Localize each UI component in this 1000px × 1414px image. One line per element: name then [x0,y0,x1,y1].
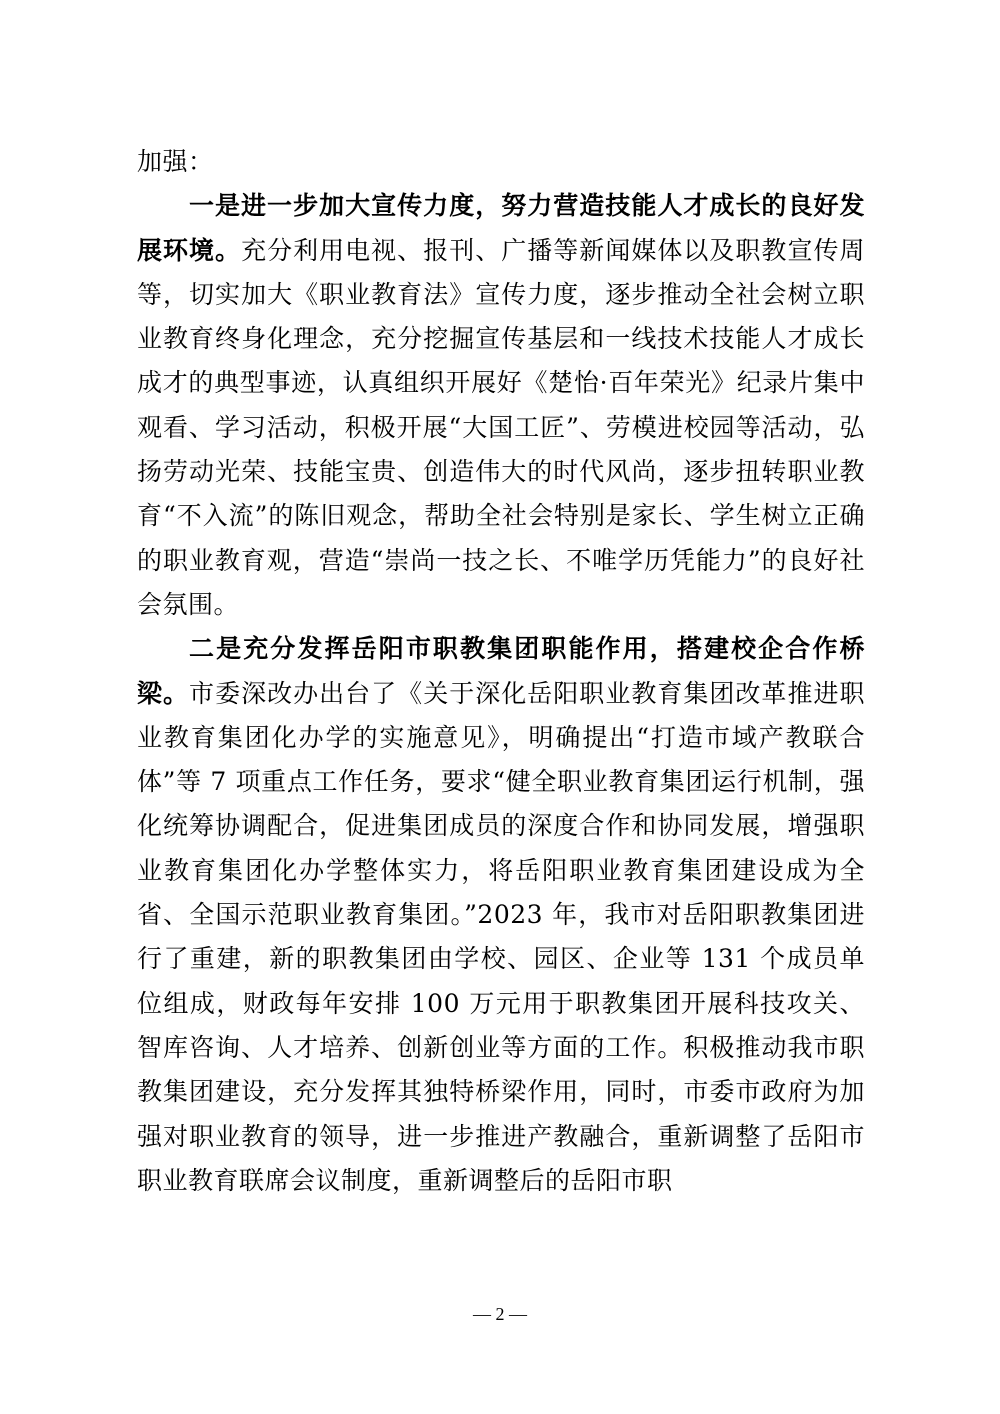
paragraph-text: 加强： [137,147,214,176]
paragraph-heading: 二是充分发挥岳阳市职教集团职能作用，搭建校企合作桥梁。 [137,634,865,708]
paragraph-continuation [137,140,865,184]
paragraph-publicity [137,184,865,627]
paragraph-text: 市委深改办出台了《关于深化岳阳职业教育集团改革推进职业教育集团化办学的实施意见》，明确提出“打造市域产教联合体”等 7 项重点工作任务，要求“健全职业教育集团运行机制，强化统筹协调配合，促进集团成员的深度合作和协同发展，增强职业教育集团化办学整体实力，将岳阳职业教育集团建设成为全省、全国示范职业教育集团。”2023 年，我市对岳阳职教集团进行了重建，新的职教集团由学校、园区、企业等 131 个成员单位组成，财政每年安排 100 万元用于职教集团开展科技攻关、智库咨询、人才培养、创新创业等方面的工作。积极推动我市职教集团建设，充分发挥其独特桥梁作用，同时，市委市政府为加强对职业教育的领导，进一步推进产教融合，重新调整了岳阳市职业教育联席会议制度，重新调整后的岳阳市职 [137,678,865,1195]
paragraph-vocational-group [137,627,865,1203]
paragraph-text: 充分利用电视、报刊、广播等新闻媒体以及职教宣传周等，切实加大《职业教育法》宣传力度，逐步推动全社会树立职业教育终身化理念，充分挖掘宣传基层和一线技术技能人才成长成才的典型事迹，认真组织开展好《楚怡·百年荣光》纪录片集中观看、学习活动，积极开展“大国工匠”、劳模进校园等活动，弘扬劳动光荣、技能宝贵、创造伟大的时代风尚，逐步扭转职业教育“不入流”的陈旧观念，帮助全社会特别是家长、学生树立正确的职业教育观，营造“崇尚一技之长、不唯学历凭能力”的良好社会氛围。 [137,235,865,619]
document-body [137,140,865,1203]
page-number: — 2 — [473,1304,527,1324]
paragraph-heading: 一是进一步加大宣传力度，努力营造技能人才成长的良好发展环境。 [137,191,865,265]
